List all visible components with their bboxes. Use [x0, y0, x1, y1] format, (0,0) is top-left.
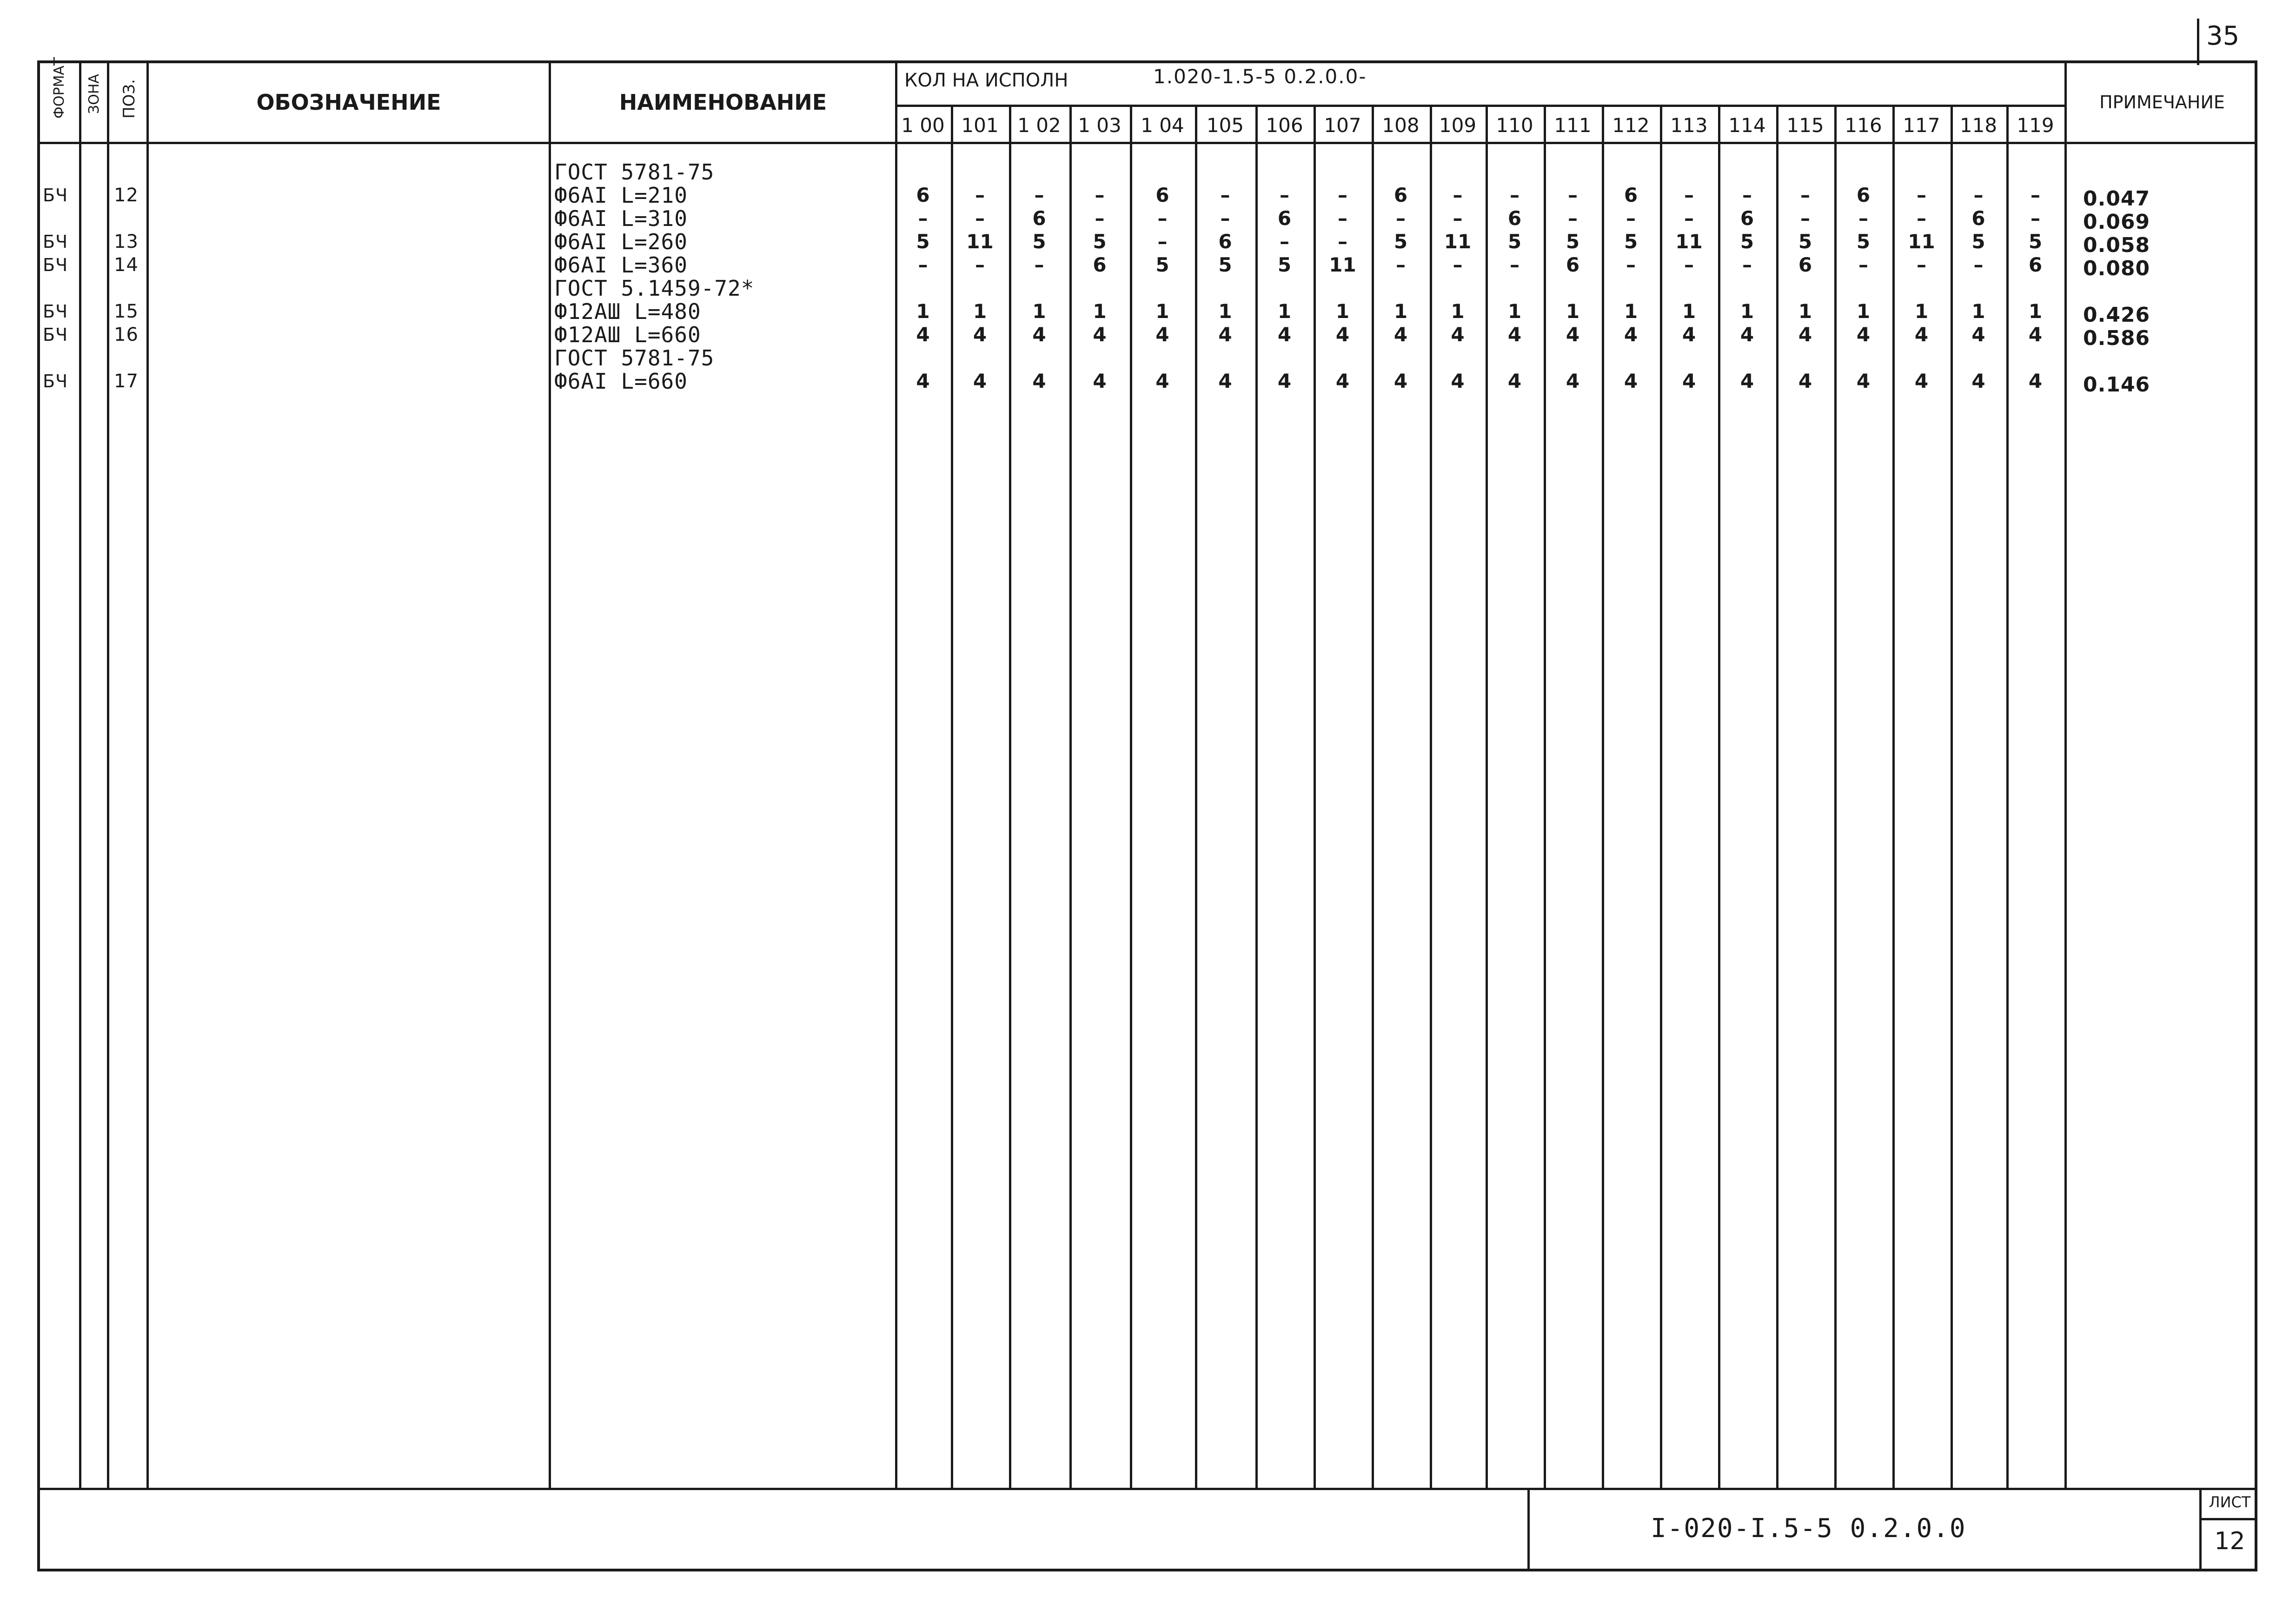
qty-cell: 6	[916, 184, 930, 206]
qty-cell: –	[1510, 184, 1520, 206]
qty-cell: –	[918, 207, 928, 230]
qty-cell: 5	[1566, 230, 1580, 253]
document-code: I-020-I.5-5 0.2.0.0	[1651, 1513, 1966, 1544]
name-line: Ф12АШ L=660	[554, 322, 701, 347]
qty-cell: 1	[1856, 300, 1871, 323]
qty-cell: 1	[1740, 300, 1754, 323]
qty-cell: –	[1338, 207, 1347, 230]
grid-bottom-line	[37, 1488, 2257, 1490]
qty-cell: 1	[1971, 300, 1985, 323]
col-divider	[2064, 60, 2067, 1490]
name-line: ГОСТ 5.1459-72*	[554, 276, 755, 301]
note-value: 0.058	[2083, 233, 2150, 257]
col-divider	[146, 60, 149, 1490]
qty-cell: 6	[1394, 184, 1408, 206]
name-line: Ф12АШ L=480	[554, 299, 701, 324]
qty-cell: 4	[1856, 323, 1871, 346]
header-qty-code: 1.020-1.5-5 0.2.0.0-	[1153, 65, 1367, 88]
qty-cell: 5	[1218, 253, 1232, 276]
variant-col-label: 105	[1206, 114, 1244, 137]
qty-cell: 6	[1032, 207, 1046, 230]
col-divider	[79, 60, 81, 1490]
qty-cell: 4	[1682, 370, 1696, 392]
qty-cell: –	[1034, 253, 1044, 276]
qty-cell: 4	[1032, 323, 1046, 346]
header-zone: ЗОНА	[86, 74, 102, 114]
qty-cell: –	[1280, 230, 1289, 253]
variant-col-label: 106	[1266, 114, 1303, 137]
qty-cell: –	[1453, 207, 1463, 230]
qty-cell: 5	[916, 230, 930, 253]
name-line: Ф6АI L=660	[554, 369, 688, 394]
qty-cell: 6	[1218, 230, 1232, 253]
qty-cell: 4	[1155, 323, 1169, 346]
qty-cell: 4	[1394, 323, 1408, 346]
qty-cell: 4	[916, 370, 930, 392]
format-mark: БЧ	[43, 255, 68, 275]
qty-cell: –	[1742, 184, 1752, 206]
note-value: 0.080	[2083, 257, 2150, 280]
qty-cell: 4	[1566, 370, 1580, 392]
qty-cell: –	[1396, 207, 1406, 230]
qty-cell: –	[1338, 184, 1347, 206]
qty-cell: 5	[1971, 230, 1985, 253]
header-note: ПРИМЕЧАНИЕ	[2099, 92, 2225, 113]
qty-cell: 1	[1394, 300, 1408, 323]
qty-cell: –	[1626, 207, 1636, 230]
header-pos: ПОЗ.	[120, 79, 139, 119]
qty-cell: 1	[1798, 300, 1812, 323]
format-mark: БЧ	[43, 325, 68, 345]
qty-cell: –	[1973, 184, 1984, 206]
variant-col-label: 108	[1382, 114, 1420, 137]
position-number: 15	[114, 301, 139, 322]
note-value: 0.047	[2083, 187, 2150, 211]
qty-cell: –	[1157, 207, 1168, 230]
qty-cell: –	[1742, 253, 1752, 276]
stamp-sheet-divider	[2199, 1518, 2257, 1520]
variant-col-label: 116	[1845, 114, 1882, 137]
header-bottom-line	[37, 142, 2257, 144]
format-mark: БЧ	[43, 232, 68, 252]
qty-cell: 4	[1451, 323, 1465, 346]
qty-cell: 6	[1798, 253, 1812, 276]
qty-cell: 6	[2028, 253, 2043, 276]
qty-cell: 1	[1624, 300, 1638, 323]
qty-cell: 1	[1451, 300, 1465, 323]
col-divider	[107, 60, 109, 1490]
qty-cell: 11	[1675, 230, 1703, 253]
qty-cell: 4	[1093, 370, 1107, 392]
qty-cell: –	[1684, 253, 1694, 276]
qty-cell: 4	[1335, 370, 1350, 392]
qty-cell: 6	[1856, 184, 1871, 206]
qty-cell: –	[1626, 253, 1636, 276]
spec-table-frame	[37, 57, 2257, 1571]
variant-col-label: 111	[1554, 114, 1592, 137]
qty-cell: –	[1917, 207, 1926, 230]
qty-cell: –	[2031, 184, 2040, 206]
qty-cell: 5	[1032, 230, 1046, 253]
qty-cell: 11	[1329, 253, 1356, 276]
qty-cell: –	[1034, 184, 1044, 206]
qty-cell: –	[1157, 230, 1168, 253]
variant-col-label: 118	[1959, 114, 1997, 137]
qty-cell: –	[975, 184, 985, 206]
qty-cell: 1	[916, 300, 930, 323]
page-number: 35	[2206, 21, 2240, 51]
sheet-number: 12	[2214, 1527, 2245, 1555]
qty-cell: 6	[1093, 253, 1107, 276]
qty-cell: 4	[1914, 370, 1929, 392]
variant-col-label: 114	[1728, 114, 1766, 137]
qty-cell: 4	[1856, 370, 1871, 392]
qty-cell: –	[975, 253, 985, 276]
qty-cell: 1	[1507, 300, 1522, 323]
qty-cell: 5	[2028, 230, 2043, 253]
variant-col-label: 110	[1496, 114, 1533, 137]
qty-cell: –	[1684, 184, 1694, 206]
qty-cell: 4	[1155, 370, 1169, 392]
qty-cell: 5	[1798, 230, 1812, 253]
position-number: 12	[114, 185, 139, 206]
qty-cell: –	[1973, 253, 1984, 276]
qty-cell: –	[1220, 207, 1230, 230]
format-mark: БЧ	[43, 185, 68, 205]
variant-col-label: 1 04	[1141, 114, 1184, 137]
format-mark: БЧ	[43, 371, 68, 391]
qty-cell: 5	[1394, 230, 1408, 253]
header-name: НАИМЕНОВАНИЕ	[619, 90, 827, 115]
qty-cell: 4	[1914, 323, 1929, 346]
qty-cell: 5	[1277, 253, 1292, 276]
qty-cell: –	[1095, 207, 1105, 230]
qty-cell: –	[1338, 230, 1347, 253]
qty-cell: 4	[1682, 323, 1696, 346]
qty-cell: 4	[973, 370, 987, 392]
qty-cell: 4	[1218, 323, 1232, 346]
qty-cell: 1	[973, 300, 987, 323]
qty-cell: –	[1095, 184, 1105, 206]
qty-cell: –	[975, 207, 985, 230]
qty-cell: 6	[1971, 207, 1985, 230]
qty-cell: –	[1453, 184, 1463, 206]
stamp-sheet-line	[2199, 1488, 2202, 1571]
format-mark: БЧ	[43, 301, 68, 322]
header-format: ФОРМАТ	[51, 57, 67, 119]
note-value: 0.586	[2083, 326, 2150, 350]
qty-cell: 4	[1624, 370, 1638, 392]
qty-cell: –	[2031, 207, 2040, 230]
qty-cell: –	[1280, 184, 1289, 206]
qty-cell: 5	[1093, 230, 1107, 253]
qty-cell: –	[1568, 184, 1578, 206]
qty-cell: 1	[1218, 300, 1232, 323]
stamp-left-line	[1527, 1488, 1530, 1571]
qty-cell: 4	[1218, 370, 1232, 392]
qty-cell: 6	[1566, 253, 1580, 276]
variant-col-label: 117	[1903, 114, 1940, 137]
name-line: ГОСТ 5781-75	[554, 159, 715, 185]
qty-cell: –	[1684, 207, 1694, 230]
qty-cell: –	[1220, 184, 1230, 206]
qty-cell: 6	[1155, 184, 1169, 206]
qty-cell: 1	[2028, 300, 2043, 323]
qty-cell: 4	[1335, 323, 1350, 346]
qty-cell: 4	[1394, 370, 1408, 392]
qty-cell: 1	[1335, 300, 1350, 323]
qty-cell: 5	[1856, 230, 1871, 253]
qty-cell: 1	[1277, 300, 1292, 323]
qty-cell: –	[1396, 253, 1406, 276]
qty-cell: 1	[1914, 300, 1929, 323]
variant-col-label: 113	[1670, 114, 1708, 137]
qty-cell: 4	[1093, 323, 1107, 346]
qty-cell: –	[1917, 253, 1926, 276]
name-line: Ф6АI L=360	[554, 252, 688, 278]
qty-cell: –	[918, 253, 928, 276]
qty-cell: –	[1858, 207, 1868, 230]
qty-cell: 4	[1971, 323, 1985, 346]
qty-cell: 1	[1682, 300, 1696, 323]
qty-cell: 1	[1032, 300, 1046, 323]
qty-cell: 5	[1507, 230, 1522, 253]
qty-cell: –	[1858, 253, 1868, 276]
qty-cell: 6	[1740, 207, 1754, 230]
variant-col-label: 1 00	[901, 114, 945, 137]
qty-cell: 6	[1624, 184, 1638, 206]
qty-cell: 4	[1277, 370, 1292, 392]
variant-col-label: 119	[2017, 114, 2054, 137]
variant-col-label: 115	[1786, 114, 1824, 137]
qty-cell: –	[1510, 253, 1520, 276]
qty-cell: 4	[1798, 323, 1812, 346]
qty-cell: 5	[1740, 230, 1754, 253]
qty-cell: 4	[916, 323, 930, 346]
qty-cell: 11	[966, 230, 994, 253]
qty-cell: –	[1800, 207, 1810, 230]
note-value: 0.146	[2083, 373, 2150, 397]
qty-cell: 11	[1908, 230, 1935, 253]
col-divider	[549, 60, 551, 1490]
name-line: ГОСТ 5781-75	[554, 345, 715, 371]
qty-cell: 4	[1032, 370, 1046, 392]
variant-col-label: 107	[1324, 114, 1361, 137]
qty-cell: 1	[1093, 300, 1107, 323]
variant-col-label: 112	[1612, 114, 1650, 137]
name-line: Ф6АI L=310	[554, 206, 688, 231]
position-number: 16	[114, 324, 139, 345]
variant-col-label: 1 03	[1078, 114, 1121, 137]
header-designation: ОБОЗНАЧЕНИЕ	[256, 90, 441, 115]
qty-cell: 4	[1566, 323, 1580, 346]
qty-cell: 4	[1740, 323, 1754, 346]
qty-cell: 4	[1971, 370, 1985, 392]
qty-cell: 4	[1507, 323, 1522, 346]
qty-cell: –	[1800, 184, 1810, 206]
qty-cell: 5	[1155, 253, 1169, 276]
variant-col-label: 101	[961, 114, 999, 137]
qty-cell: 4	[2028, 370, 2043, 392]
page-number-divider	[2197, 19, 2199, 65]
qty-cell: 6	[1507, 207, 1522, 230]
position-number: 13	[114, 231, 139, 252]
qty-cell: 4	[1798, 370, 1812, 392]
note-value: 0.426	[2083, 303, 2150, 327]
qty-cell: 1	[1155, 300, 1169, 323]
qty-cell: 4	[1277, 323, 1292, 346]
name-line: Ф6АI L=210	[554, 183, 688, 208]
header-qty-label: КОЛ НА ИСПОЛН	[904, 70, 1068, 91]
qty-cell: –	[1917, 184, 1926, 206]
qty-cell: 5	[1624, 230, 1638, 253]
qty-cell: –	[1453, 253, 1463, 276]
note-value: 0.069	[2083, 210, 2150, 234]
position-number: 17	[114, 371, 139, 392]
variant-col-label: 109	[1439, 114, 1477, 137]
qty-cell: 4	[1740, 370, 1754, 392]
qty-cell: –	[1568, 207, 1578, 230]
sheet-label: ЛИСТ	[2209, 1493, 2251, 1511]
position-number: 14	[114, 254, 139, 276]
qty-cell: 1	[1566, 300, 1580, 323]
variant-col-label: 1 02	[1017, 114, 1061, 137]
qty-cell: 11	[1444, 230, 1472, 253]
name-line: Ф6АI L=260	[554, 229, 688, 254]
qty-cell: 4	[1451, 370, 1465, 392]
qty-cell: 4	[1507, 370, 1522, 392]
qty-cell: 4	[2028, 323, 2043, 346]
qty-cell: 4	[1624, 323, 1638, 346]
qty-cell: 4	[973, 323, 987, 346]
qty-cell: 6	[1277, 207, 1292, 230]
